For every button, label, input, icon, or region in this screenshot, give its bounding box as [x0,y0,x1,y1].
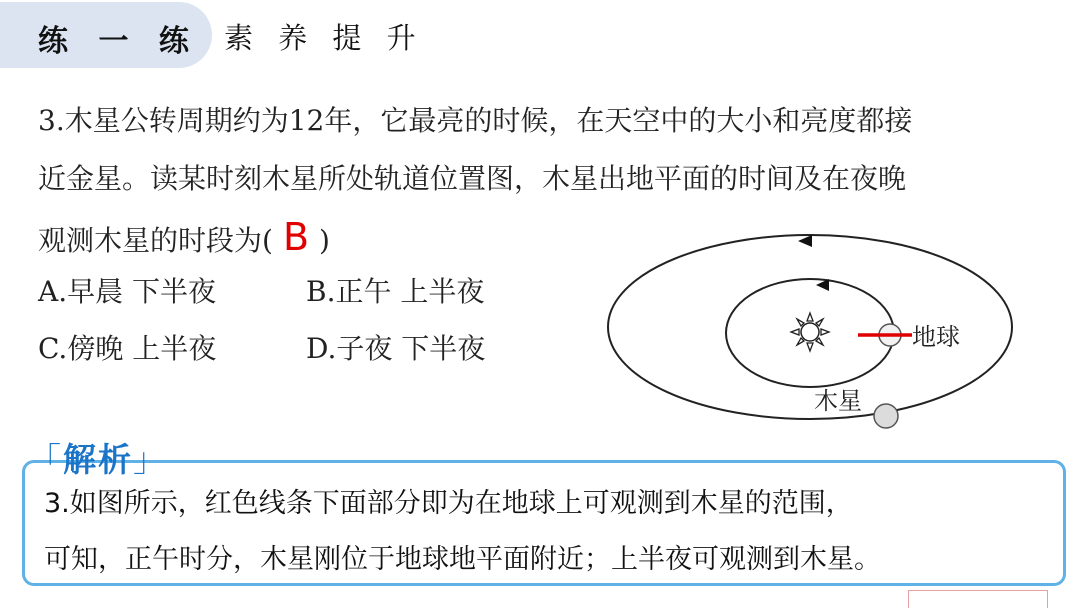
analysis-title-text: 解析 [63,440,133,479]
option-a: A.早晨 下半夜 [38,275,217,308]
analysis-line-2: 可知，正午时分，木星刚位于地球地平面附近；上半夜可观测到木星。 [44,544,881,575]
section-badge-label: 练 一 练 [38,24,199,59]
bracket-close-icon: 」 [133,440,168,479]
corner-watermark [908,590,1048,608]
earth-label: 地球 [912,323,960,351]
section-subtitle: 素 养 提 升 [224,21,424,55]
analysis-title [28,434,168,481]
question-line-1: 3.木星公转周期约为12年，它最亮的时候，在天空中的大小和亮度都接 [38,104,913,137]
analysis-line-1: 3.如图所示，红色线条下面部分即为在地球上可观测到木星的范围， [44,488,853,519]
orbit-diagram [600,225,1040,435]
jupiter-label: 木星 [814,387,862,415]
answer-mark: B [282,215,310,259]
option-d: D.子夜 下半夜 [306,332,486,365]
orbit-arrow-icon [816,279,829,291]
analysis-text [44,476,1054,588]
section-badge [0,2,212,68]
question-line-3-suffix: ) [319,224,330,257]
option-c: C.傍晚 上半夜 [38,332,217,365]
bracket-open-icon: 「 [28,440,63,479]
orbit-arrow-icon [798,235,812,247]
jupiter-icon [874,404,898,428]
sun-icon [791,313,829,351]
option-b: B.正午 上半夜 [306,275,485,308]
question-line-2: 近金星。读某时刻木星所处轨道位置图，木星出地平面的时间及在夜晚 [38,162,907,195]
question-line-3-prefix: 观测木星的时段为( [38,224,273,257]
